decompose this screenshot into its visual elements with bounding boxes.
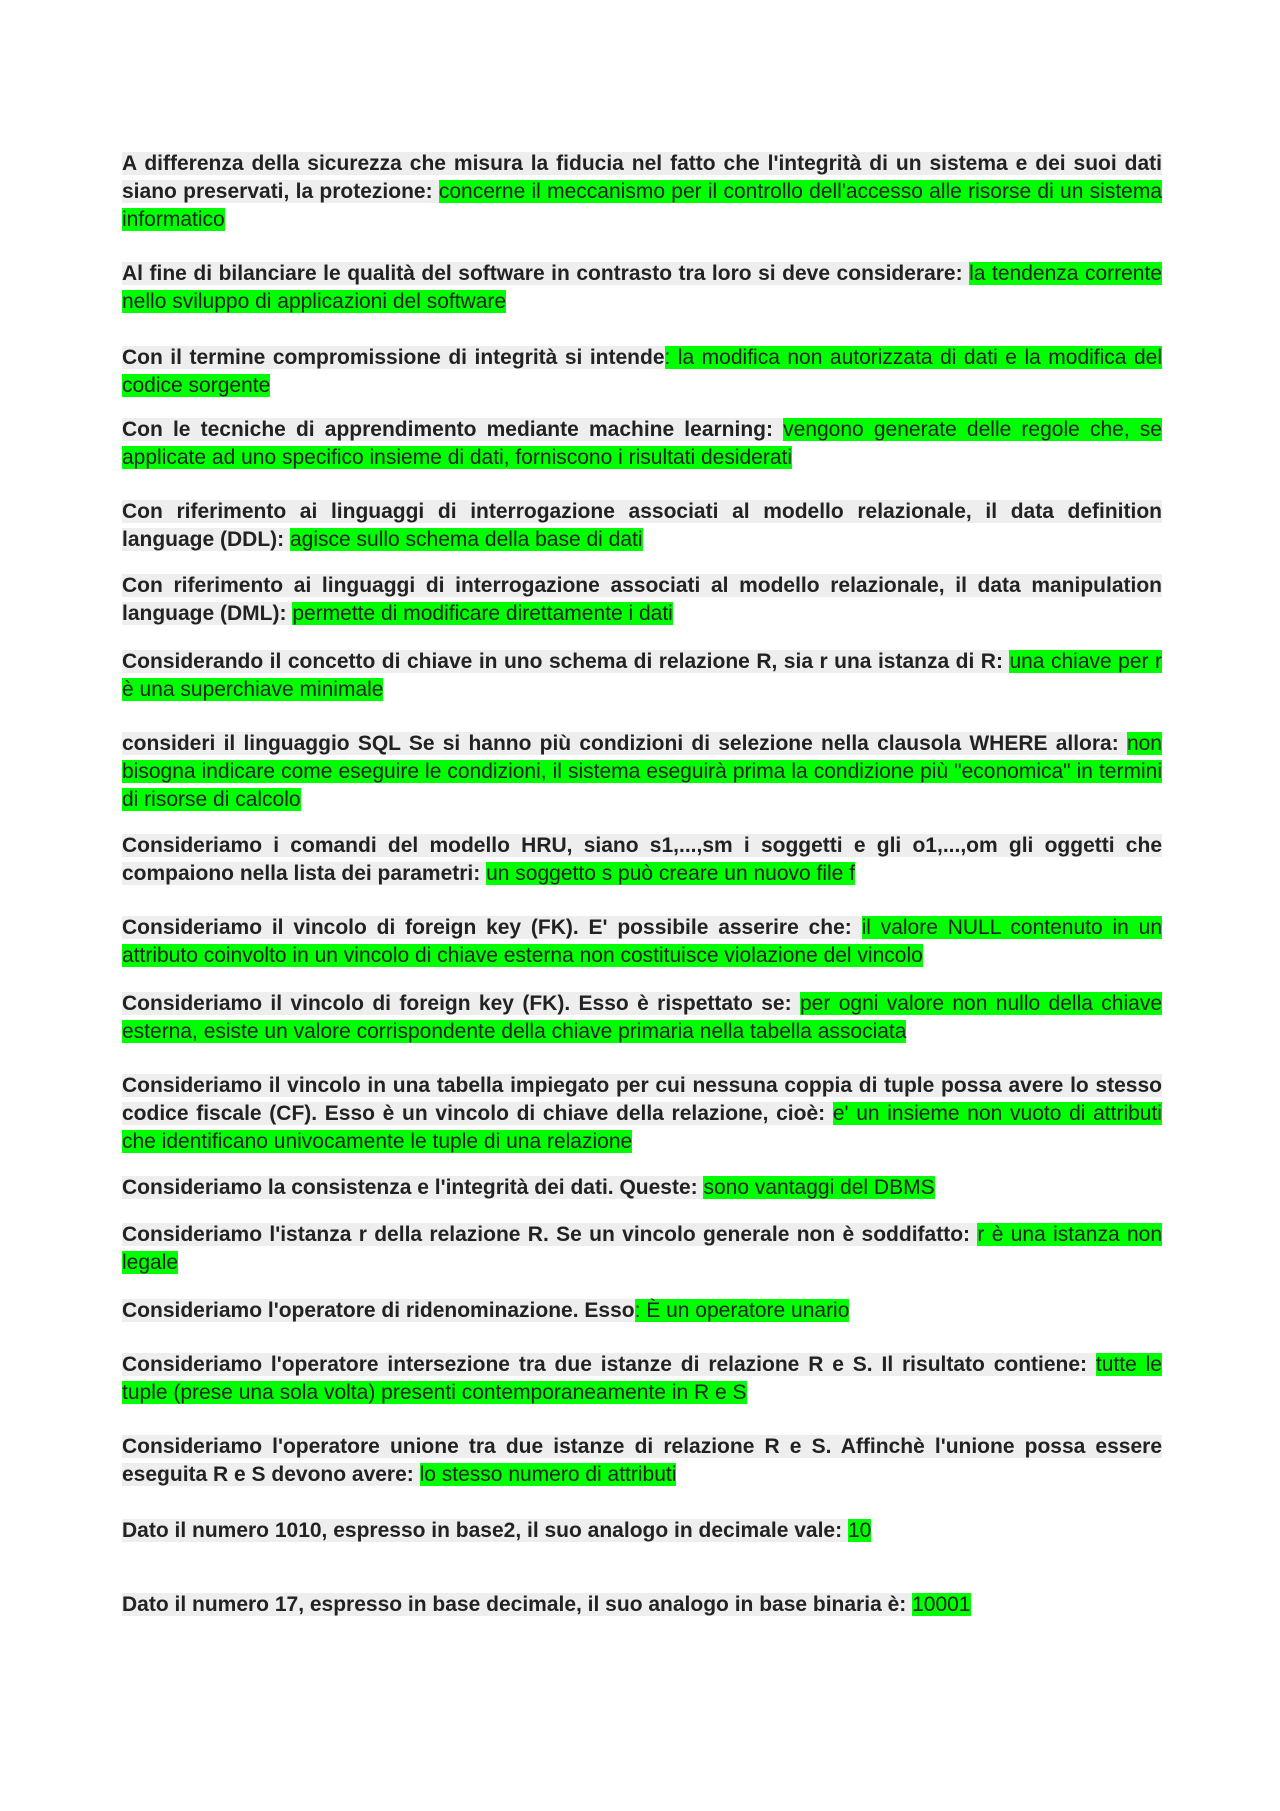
answer-highlight: 10 bbox=[847, 1519, 872, 1542]
question-text: Dato il numero 1010, espresso in base2, il suo analogo in decimale vale: bbox=[122, 1519, 848, 1542]
qa-item bbox=[122, 1591, 1162, 1619]
answer-highlight: non bisogna indicare come eseguire le condizioni, il sistema eseguirà prima la condizione più "economica" in termini di risorse di calcolo bbox=[122, 732, 1162, 811]
qa-item bbox=[122, 416, 1162, 472]
question-text: consideri il linguaggio SQL Se si hanno più condizioni di selezione nella clausola WHERE allora: bbox=[122, 732, 1127, 755]
qa-item bbox=[122, 1221, 1162, 1277]
qa-item bbox=[122, 498, 1162, 554]
answer-highlight: vengono generate delle regole che, se applicate ad uno specifico insieme di dati, forniscono i risultati desiderati bbox=[122, 418, 1162, 469]
question-text: Consideriamo il vincolo di foreign key (FK). E' possibile asserire che: bbox=[122, 916, 862, 939]
question-text: Con riferimento ai linguaggi di interrogazione associati al modello relazionale, il data manipulation language (DML): bbox=[122, 574, 1162, 625]
question-text: Consideriamo l'operatore unione tra due istanze di relazione R e S. Affinchè l'unione possa essere eseguita R e S devono avere: bbox=[122, 1435, 1162, 1486]
qa-item bbox=[122, 260, 1162, 316]
question-text: Al fine di bilanciare le qualità del software in contrasto tra loro si deve considerare: bbox=[122, 262, 970, 285]
qa-item bbox=[122, 1517, 1162, 1545]
answer-highlight: per ogni valore non nullo della chiave esterna, esiste un valore corrispondente della chiave primaria nella tabella associata bbox=[122, 992, 1162, 1043]
question-text: Consideriamo il vincolo di foreign key (FK). Esso è rispettato se: bbox=[122, 992, 800, 1015]
answer-highlight: concerne il meccanismo per il controllo dell'accesso alle risorse di un sistema informatico bbox=[122, 180, 1163, 231]
qa-item bbox=[122, 1351, 1162, 1407]
qa-item bbox=[122, 832, 1162, 888]
question-text: Consideriamo l'operatore di ridenominazione. Esso bbox=[122, 1299, 635, 1322]
document-page bbox=[122, 150, 1162, 1619]
qa-item bbox=[122, 730, 1162, 814]
answer-highlight: lo stesso numero di attributi bbox=[419, 1463, 677, 1486]
answer-highlight: permette di modificare direttamente i dati bbox=[292, 602, 673, 625]
answer-highlight: un soggetto s può creare un nuovo file f bbox=[486, 862, 856, 885]
qa-item bbox=[122, 990, 1162, 1046]
answer-highlight: e' un insieme non vuoto di attributi che identificano univocamente le tuple di una relazione bbox=[122, 1102, 1162, 1153]
qa-item bbox=[122, 1433, 1162, 1489]
answer-highlight: agisce sullo schema della base di dati bbox=[290, 528, 643, 551]
question-text: Consideriamo i comandi del modello HRU, siano s1,...,sm i soggetti e gli o1,...,om gli oggetti che compaiono nella lista dei parametri: bbox=[122, 834, 1162, 885]
question-text: Con le tecniche di apprendimento mediante machine learning: bbox=[122, 418, 784, 441]
question-text: A differenza della sicurezza che misura la fiducia nel fatto che l'integrità di un sistema e dei suoi dati siano preservati, la protezione: bbox=[122, 152, 1162, 203]
question-text: Consideriamo la consistenza e l'integrità dei dati. Queste: bbox=[122, 1176, 704, 1199]
answer-highlight: la tendenza corrente nello sviluppo di applicazioni del software bbox=[122, 262, 1162, 313]
question-text: Con il termine compromissione di integrità si intende bbox=[122, 346, 665, 369]
question-text: Considerando il concetto di chiave in uno schema di relazione R, sia r una istanza di R: bbox=[122, 650, 1010, 673]
answer-highlight: tutte le tuple (prese una sola volta) presenti contemporaneamente in R e S bbox=[122, 1353, 1162, 1404]
question-text: Consideriamo il vincolo in una tabella impiegato per cui nessuna coppia di tuple possa avere lo stesso codice fiscale (CF). Esso è un vincolo di chiave della relazione, cioè: bbox=[122, 1074, 1162, 1125]
answer-highlight: : È un operatore unario bbox=[634, 1299, 850, 1322]
question-text: Consideriamo l'istanza r della relazione R. Se un vincolo generale non è soddifatto: bbox=[122, 1223, 978, 1246]
question-text: Dato il numero 17, espresso in base decimale, il suo analogo in base binaria è: bbox=[122, 1593, 913, 1616]
question-text: Consideriamo l'operatore intersezione tra due istanze di relazione R e S. Il risultato contiene: bbox=[122, 1353, 1096, 1376]
qa-item bbox=[122, 1072, 1162, 1156]
answer-highlight: una chiave per r è una superchiave minimale bbox=[122, 650, 1162, 701]
answer-highlight: sono vantaggi del DBMS bbox=[703, 1176, 935, 1199]
qa-item bbox=[122, 572, 1162, 628]
answer-highlight: 10001 bbox=[912, 1593, 971, 1616]
qa-item bbox=[122, 914, 1162, 970]
answer-highlight: r è una istanza non legale bbox=[122, 1223, 1163, 1274]
qa-item bbox=[122, 1174, 1162, 1202]
qa-item bbox=[122, 1297, 1162, 1325]
qa-item bbox=[122, 344, 1162, 400]
answer-highlight: il valore NULL contenuto in un attributo coinvolto in un vincolo di chiave esterna non costituisce violazione del vincolo bbox=[122, 916, 1162, 967]
question-text: Con riferimento ai linguaggi di interrogazione associati al modello relazionale, il data definition language (DDL): bbox=[122, 500, 1162, 551]
answer-highlight: : la modifica non autorizzata di dati e la modifica del codice sorgente bbox=[122, 346, 1162, 397]
qa-item bbox=[122, 150, 1162, 234]
qa-item bbox=[122, 648, 1162, 704]
